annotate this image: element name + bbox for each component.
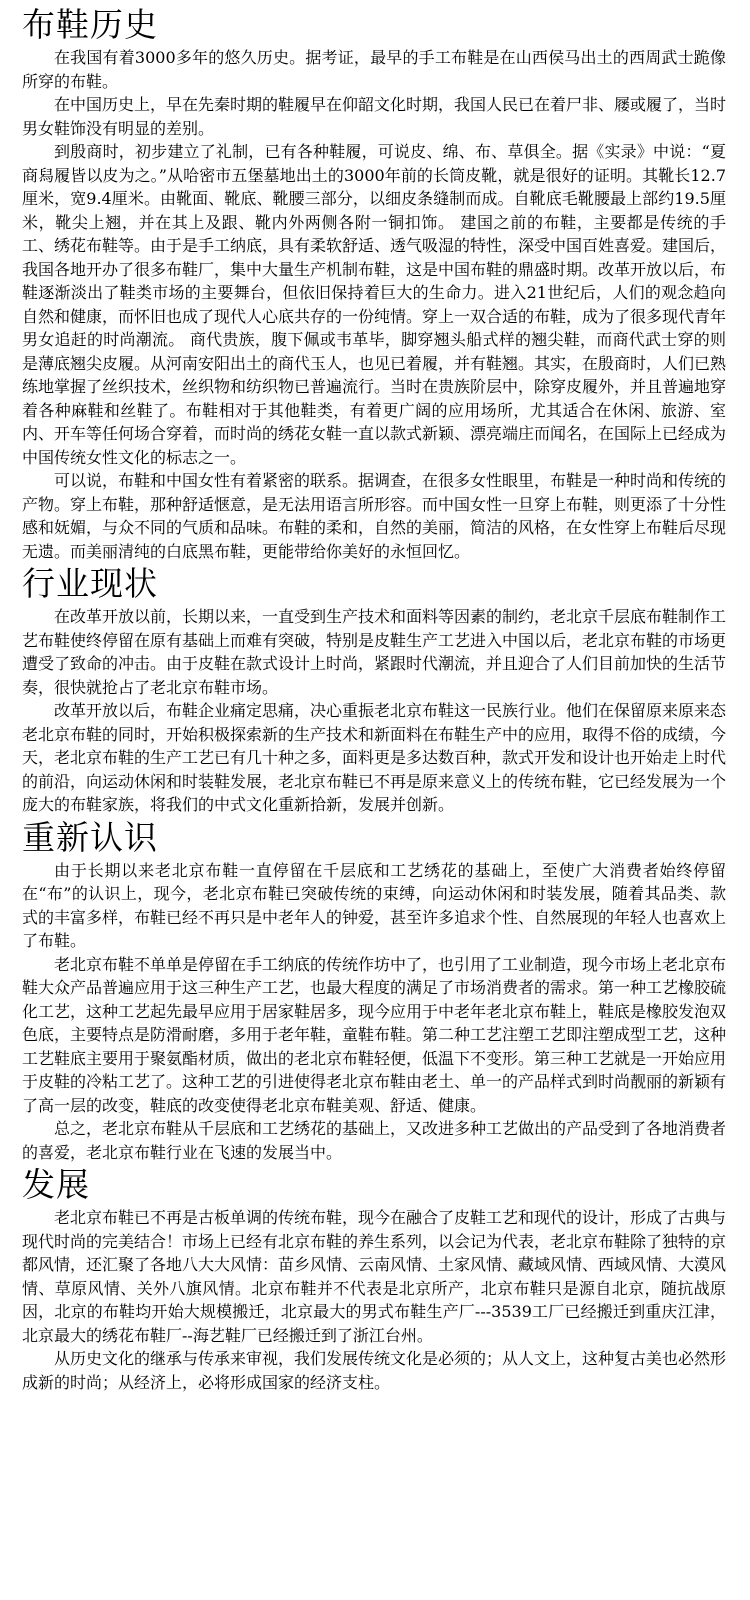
section-history — [22, 4, 726, 563]
paragraph: 总之，老北京布鞋从千层底和工艺绣花的基础上，又改进多种工艺做出的产品受到了各地消费者的喜爱，老北京布鞋行业在飞速的发展当中。 — [22, 1119, 727, 1162]
paragraph: 在改革开放以前，长期以来，一直受到生产技术和面料等因素的制约，老北京千层底布鞋制作工艺布鞋使终停留在原有基础上而难有突破，特别是皮鞋生产工艺进入中国以后，老北京布鞋的市场更遭受了致命的冲击。由于皮鞋在款式设计上时尚，紧跟时代潮流，并且迎合了人们目前加快的生活节奏，很快就抢占了老北京布鞋市场。 — [22, 607, 727, 697]
section-title-development: 发展 — [22, 1165, 90, 1204]
paragraph: 在中国历史上，早在先秦时期的鞋履早在仰韶文化时期，我国人民已在着尸非、屦或履了，当时男女鞋饰没有明显的差别。 — [22, 95, 727, 138]
paragraph: 可以说，布鞋和中国女性有着紧密的联系。据调查，在很多女性眼里，布鞋是一种时尚和传统的产物。穿上布鞋，那种舒适惬意，是无法用语言所形容。而中国女性一旦穿上布鞋，则更添了十分性感和妩媚，与众不同的气质和品味。布鞋的柔和，自然的美丽，简洁的风格，在女性穿上布鞋后尽现无遗。而美丽清纯的白底黑布鞋，更能带给你美好的永恒回忆。 — [22, 471, 727, 561]
paragraph: 改革开放以后，布鞋企业痛定思痛，决心重振老北京布鞋这一民族行业。他们在保留原来原来态老北京布鞋的同时，开始积极探索新的生产技术和新面料在布鞋生产中的应用，取得不俗的成绩，今天，老北京布鞋的生产工艺已有几十种之多，面料更是多达数百种，款式开发和设计也开始走上时代的前沿，向运动休闲和时装鞋发展，老北京布鞋已不再是原来意义上的传统布鞋，它已经发展为一个庞大的布鞋家族，将我们的中式文化重新拾新，发展并创新。 — [22, 701, 727, 814]
section-development — [22, 1164, 726, 1394]
section-title-industry-status: 行业现状 — [22, 564, 158, 603]
section-reunderstanding — [22, 817, 726, 1165]
section-industry-status — [22, 563, 726, 817]
section-title-reunderstanding: 重新认识 — [22, 817, 158, 857]
paragraph: 老北京布鞋不单单是停留在手工纳底的传统作坊中了，也引用了工业制造，现今市场上老北京布鞋大众产品普遍应用于这三种生产工艺，也最大程度的满足了市场消费者的需求。第一种工艺橡胶硫化工艺，这种工艺起先最早应用于居家鞋居多，现今应用于中老年老北京布鞋上，鞋底是橡胶发泡双色底，主要特点是防滑耐磨，多用于老年鞋，童鞋布鞋。第二种工艺注塑工艺即注塑成型工艺，这种工艺鞋底主要用于聚氨酯材质，做出的老北京布鞋轻便，低温下不变形。第三种工艺就是一开始应用于皮鞋的冷粘工艺了。这种工艺的引进使得老北京布鞋由老土、单一的产品样式到时尚靓丽的新颖有了高一层的改变，鞋底的改变使得老北京布鞋美观、舒适、健康。 — [22, 954, 727, 1115]
paragraph: 到殷商时，初步建立了礼制，已有各种鞋履，可说皮、绵、布、草俱全。据《实录》中说：“夏商舄履皆以皮为之。”从哈密市五堡墓地出土的3000年前的长筒皮靴，就是很好的证明。其靴长12.7厘米，宽9.4厘米。由靴面、靴底、靴腰三部分，以细皮条缝制而成。自靴底毛靴腰最上部约19.5厘米，靴尖上翘，并在其上及跟、靴内外两侧各附一铜扣饰。 建国之前的布鞋，主要都是传统的手工、绣花布鞋等。由于是手工纳底，具有柔软舒适、透气吸湿的特性，深受中国百姓喜爱。建国后，我国各地开办了很多布鞋厂，集中大量生产机制布鞋，这是中国布鞋的鼎盛时期。改革开放以后，布鞋逐渐淡出了鞋类市场的主要舞台，但依旧保持着巨大的生命力。进入21世纪后，人们的观念趋向自然和健康，而怀旧也成了现代人心底共存的一份纯情。穿上一双合适的布鞋，成为了很多现代青年男女追赶的时尚潮流。 商代贵族，腹下佩或韦革毕，脚穿翘头船式样的翘尖鞋，而商代武士穿的则是薄底翘尖皮履。从河南安阳出土的商代玉人，也见已着履，并有鞋翘。其实，在殷商时，人们已熟练地掌握了丝织技术，丝织物和纺织物已普遍流行。当时在贵族阶层中，除穿皮履外，并且普遍地穿着各种麻鞋和丝鞋了。布鞋相对于其他鞋类，有着更广阔的应用场所，尤其适合在休闲、旅游、室内、开车等任何场合穿着，而时尚的绣花女鞋一直以款式新颖、漂亮端庄而闻名，在国际上已经成为中国传统女性文化的标志之一。 — [22, 142, 727, 467]
paragraph: 由于长期以来老北京布鞋一直停留在千层底和工艺绣花的基础上，至使广大消费者始终停留在“布”的认识上，现今，老北京布鞋已突破传统的束缚，向运动休闲和时装发展，随着其品类、款式的丰富多样，布鞋已经不再只是中老年人的钟爱，甚至许多追求个性、自然展现的年轻人也喜欢上了布鞋。 — [22, 860, 727, 950]
paragraph: 老北京布鞋已不再是古板单调的传统布鞋，现今在融合了皮鞋工艺和现代的设计，形成了古典与现代时尚的完美结合！市场上已经有北京布鞋的养生系列，以会记为代表，老北京布鞋除了独特的京都风情，还汇聚了各地八大大风情：苗乡风情、云南风情、土家风情、藏域风情、西域风情、大漠风情、草原风情、关外八旗风情。北京布鞋并不代表是北京所产，北京布鞋只是源自北京，随抗战原因，北京的布鞋均开始大规模搬迁，北京最大的男式布鞋生产厂---3539工厂已经搬迁到重庆江津，北京最大的绣花布鞋厂--海艺鞋厂已经搬迁到了浙江台州。 — [22, 1208, 727, 1345]
paragraph: 在我国有着3000多年的悠久历史。据考证，最早的手工布鞋是在山西侯马出土的西周武士跪像所穿的布鞋。 — [22, 48, 726, 91]
section-title-history: 布鞋历史 — [22, 5, 158, 44]
paragraph: 从历史文化的继承与传承来审视，我们发展传统文化是必须的；从人文上，这种复古美也必然形成新的时尚；从经济上，必将形成国家的经济支柱。 — [22, 1349, 727, 1392]
